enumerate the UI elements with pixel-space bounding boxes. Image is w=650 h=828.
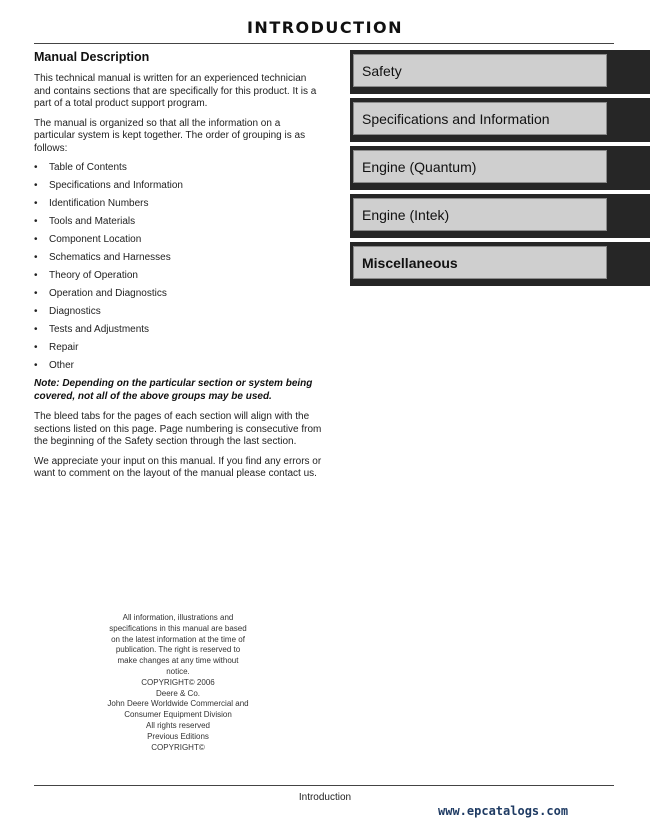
section-heading: Manual Description bbox=[34, 50, 150, 64]
tab-safety[interactable] bbox=[350, 50, 650, 94]
tab-miscellaneous[interactable] bbox=[350, 242, 650, 286]
tab-label: Engine (Intek) bbox=[353, 198, 607, 231]
copyright-line: notice. bbox=[166, 666, 190, 676]
bleed-tabs-paragraph: The bleed tabs for the pages of each section will align with the sections listed on this page. Page numbering is consecutive from the beginning of the Safety section through the last section. bbox=[34, 411, 322, 447]
tab-specifications[interactable] bbox=[350, 98, 650, 142]
watermark: www.epcatalogs.com bbox=[438, 804, 569, 818]
tab-label: Safety bbox=[353, 54, 607, 87]
page-title: INTRODUCTION bbox=[246, 18, 404, 37]
list-item: • Theory of Operation bbox=[34, 270, 138, 281]
list-item: • Other bbox=[34, 360, 75, 371]
list-item: • Table of Contents bbox=[34, 162, 127, 173]
copyright-line: All information, illustrations and bbox=[122, 613, 234, 622]
list-item: • Component Location bbox=[34, 234, 142, 245]
organization-paragraph: The manual is organized so that all the information on a particular system is kept together. The order of grouping is as follows: bbox=[34, 117, 306, 154]
copyright-line: Previous Editions bbox=[147, 731, 209, 741]
copyright-line: Deere & Co. bbox=[155, 688, 201, 698]
tab-engine-intek[interactable] bbox=[350, 194, 650, 238]
note-paragraph: Note: Depending on the particular section or system being covered, not all of the above groups may be used. bbox=[34, 378, 313, 402]
copyright-line: publication. The right is reserved to bbox=[115, 645, 241, 655]
list-item: • Repair bbox=[34, 342, 79, 353]
copyright-line: make changes at any time without bbox=[117, 656, 239, 666]
feedback-paragraph: We appreciate your input on this manual. If you find any errors or want to comment on the layout of the manual please contact us. bbox=[34, 455, 322, 479]
intro-paragraph: This technical manual is written for an experienced technician and contains sections that are specifically for this product. It is a part of a total product support program. bbox=[34, 73, 317, 109]
list-item: • Tests and Adjustments bbox=[34, 324, 150, 335]
manual-description bbox=[34, 50, 324, 488]
bottom-divider bbox=[34, 785, 614, 786]
copyright-line: on the latest information at the time of bbox=[111, 634, 245, 644]
list-item: • Specifications and Information bbox=[34, 180, 183, 191]
section-tabs bbox=[350, 50, 650, 290]
list-item: • Schematics and Harnesses bbox=[34, 252, 171, 263]
list-item: • Identification Numbers bbox=[34, 198, 149, 209]
group-list bbox=[34, 162, 324, 372]
copyright-line: John Deere Worldwide Commercial and bbox=[107, 699, 249, 709]
list-item: • Tools and Materials bbox=[34, 216, 136, 227]
list-item: • Diagnostics bbox=[34, 306, 101, 317]
copyright-line: COPYRIGHT© bbox=[151, 742, 205, 752]
top-divider bbox=[34, 43, 614, 44]
list-item: • Operation and Diagnostics bbox=[34, 288, 167, 299]
copyright-line: COPYRIGHT© 2006 bbox=[141, 677, 215, 687]
copyright-notice bbox=[98, 613, 258, 753]
copyright-line: specifications in this manual are based bbox=[109, 623, 247, 633]
tab-engine-quantum[interactable] bbox=[350, 146, 650, 190]
tab-label: Miscellaneous bbox=[353, 246, 607, 279]
tab-label: Engine (Quantum) bbox=[353, 150, 607, 183]
footer-label: Introduction bbox=[298, 792, 352, 803]
copyright-line: All rights reserved bbox=[145, 720, 211, 730]
tab-label: Specifications and Information bbox=[353, 102, 607, 135]
copyright-line: Consumer Equipment Division bbox=[124, 710, 232, 720]
